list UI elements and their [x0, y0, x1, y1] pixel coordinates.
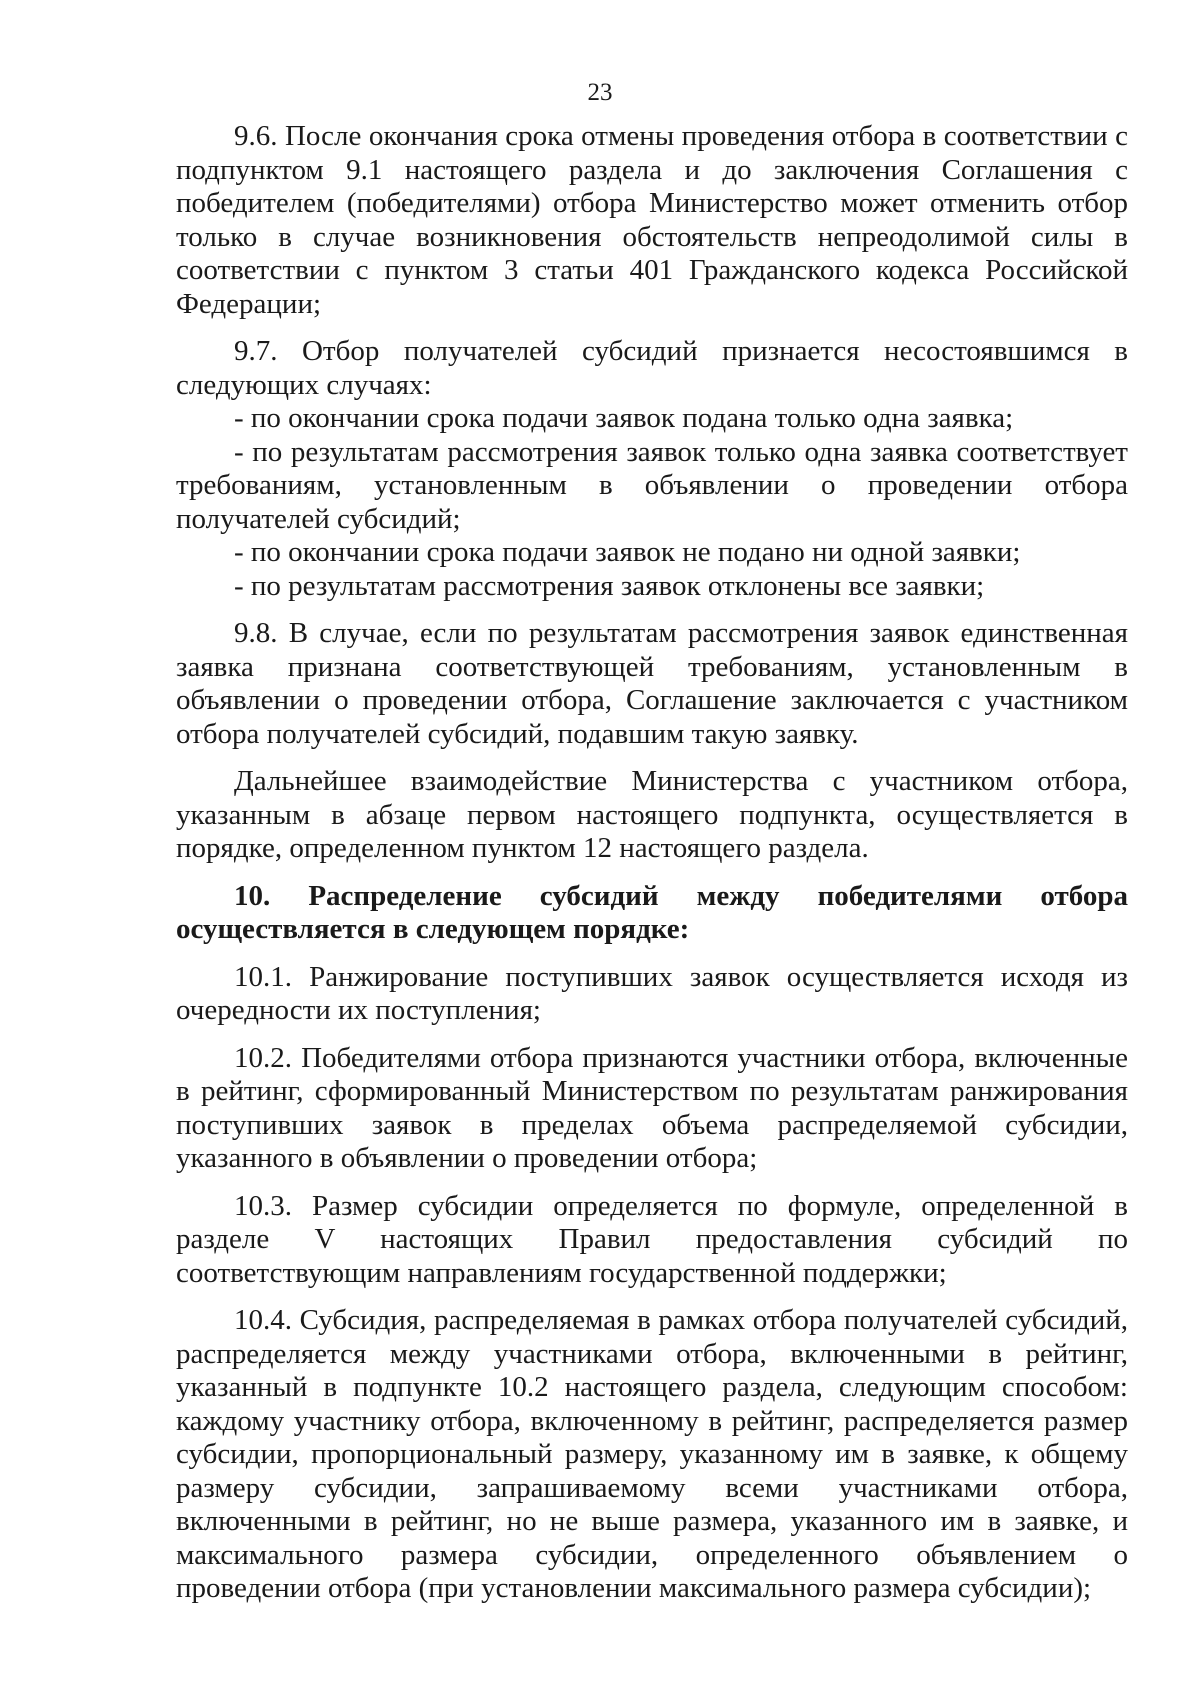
- document-body: [176, 120, 1128, 1606]
- paragraph-9-8-continuation: Дальнейшее взаимодействие Министерства с участником отбора, указанным в абзаце первом настоящего подпункта, осуществляется в порядке, определенном пунктом 12 настоящего раздела.: [176, 765, 1128, 864]
- list-item: - по окончании срока подачи заявок не подано ни одной заявки;: [234, 536, 1021, 568]
- list-item: - по результатам рассмотрения заявок только одна заявка соответствует требованиям, установленным в объявлении о проведении отбора получателей субсидий;: [176, 435, 1128, 535]
- page-number: 23: [587, 79, 613, 106]
- paragraph-10-1: 10.1. Ранжирование поступивших заявок осуществляется исходя из очередности их поступления;: [176, 960, 1128, 1026]
- paragraph-10-2: 10.2. Победителями отбора признаются участники отбора, включенные в рейтинг, сформированный Министерством по результатам ранжирования поступивших заявок в пределах объема распределяемой субсидии, указанного в объявлении о проведении отбора;: [176, 1041, 1128, 1174]
- paragraph-9-8: 9.8. В случае, если по результатам рассмотрения заявок единственная заявка признана соответствующей требованиям, установленным в объявлении о проведении отбора, Соглашение заключается с участником отбора получателей субсидий, подавшим такую заявку.: [176, 617, 1128, 750]
- paragraph-9-7-intro: 9.7. Отбор получателей субсидий признается несостоявшимся в следующих случаях:: [176, 335, 1128, 401]
- paragraph-10-4: 10.4. Субсидия, распределяемая в рамках отбора получателей субсидий, распределяется между участниками отбора, включенными в рейтинг, указанный в подпункте 10.2 настоящего раздела, следующим способом: каждому участнику отбора, включенному в рейтинг, распределяется размер субсидии, пропорциональный размеру, указанному им в заявке, к общему размеру субсидии, запрашиваемому всеми участниками отбора, включенными в рейтинг, но не выше размера, указанного им в заявке, и максимального размера субсидии, определенного объявлением о проведении отбора (при установлении максимального размера субсидии);: [176, 1304, 1128, 1604]
- paragraph-10-3: 10.3. Размер субсидии определяется по формуле, определенной в разделе V настоящих Правил предоставления субсидий по соответствующим направлениям государственной поддержки;: [176, 1189, 1128, 1289]
- list-item: - по окончании срока подачи заявок подана только одна заявка;: [234, 402, 1014, 434]
- list-item: - по результатам рассмотрения заявок отклонены все заявки;: [234, 569, 985, 602]
- paragraph-9-6: 9.6. После окончания срока отмены проведения отбора в соответствии с подпунктом 9.1 настоящего раздела и до заключения Соглашения с победителем (победителями) отбора Министерство может отменить отбор только в случае возникновения обстоятельств непреодолимой силы в соответствии с пунктом 3 статьи 401 Гражданского кодекса Российской Федерации;: [176, 120, 1128, 320]
- section-10-heading: 10. Распределение субсидий между победителями отбора осуществляется в следующем порядке:: [176, 879, 1128, 945]
